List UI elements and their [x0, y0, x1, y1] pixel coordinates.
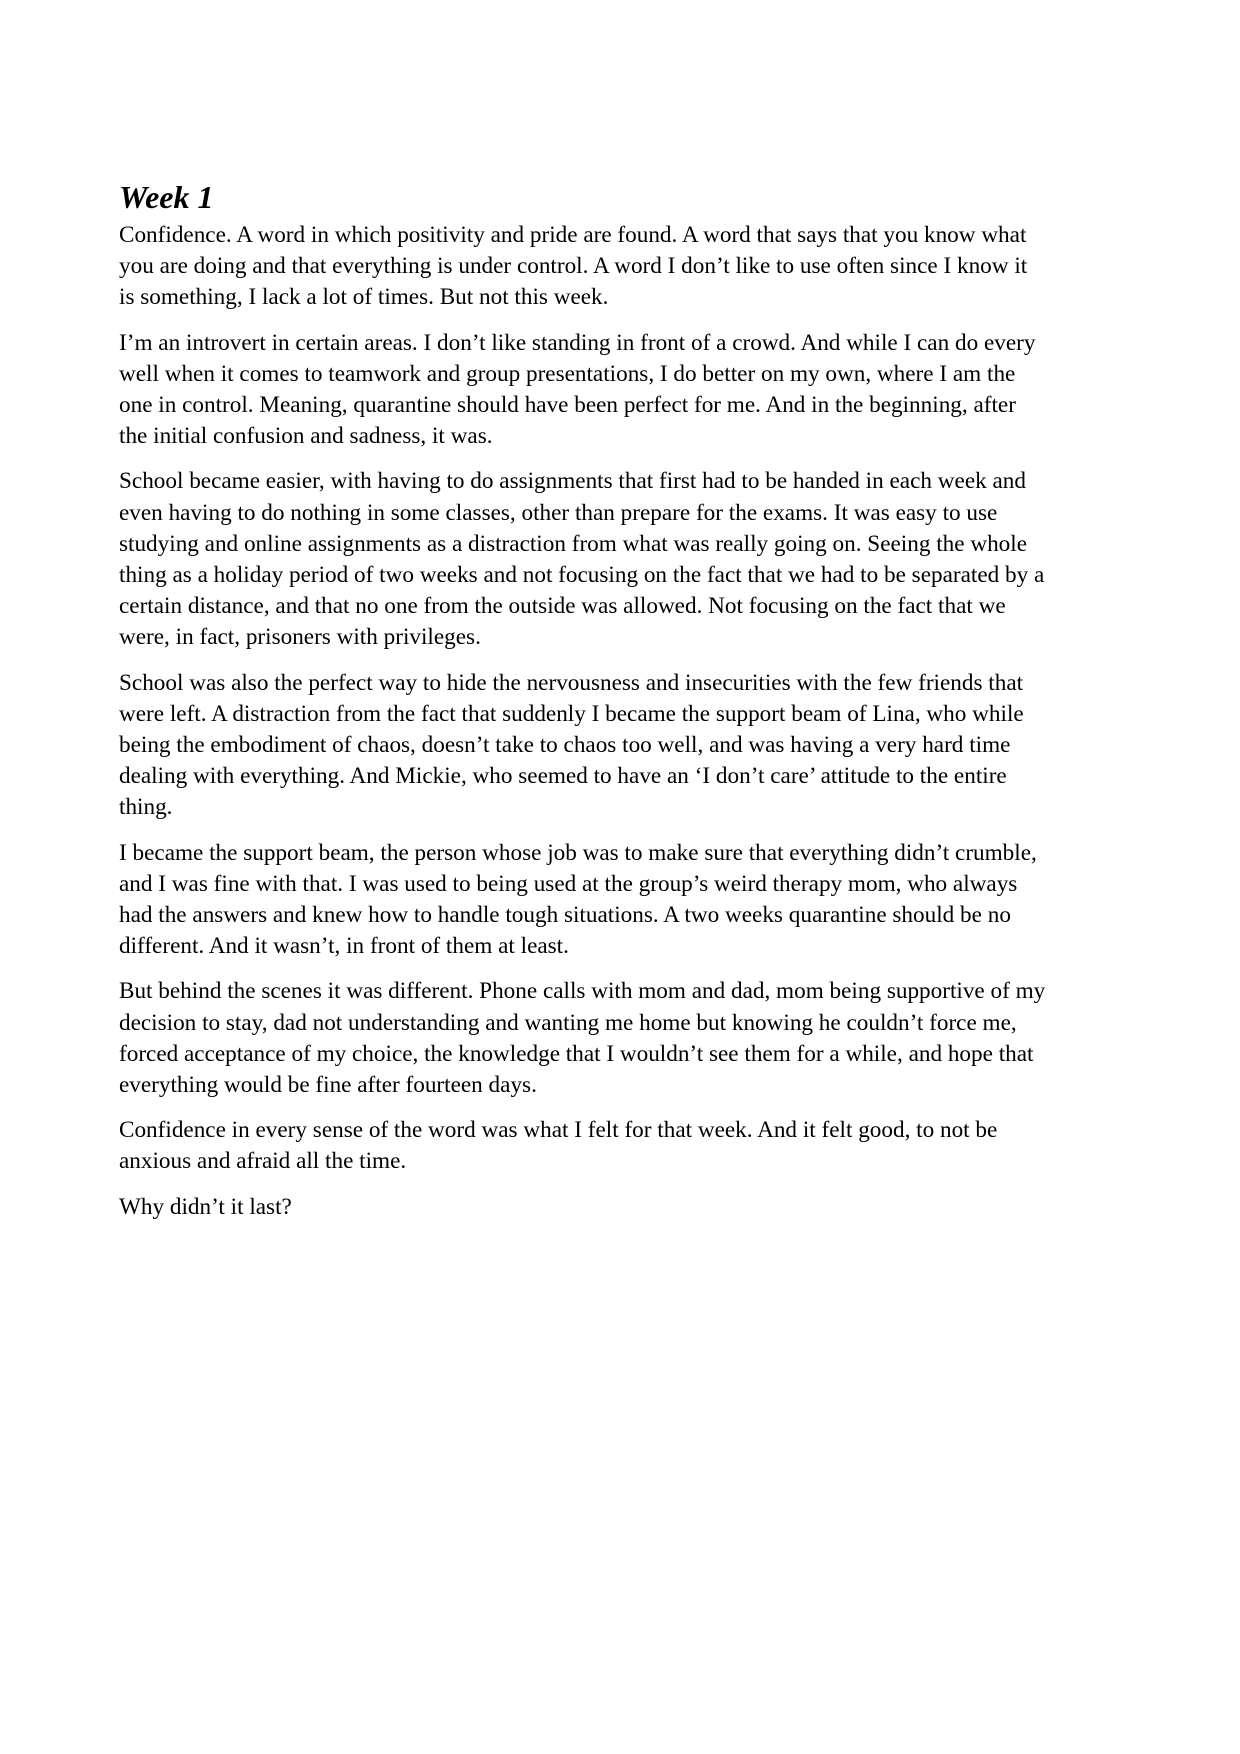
text-line: anxious and afraid all the time. — [119, 1148, 407, 1175]
paragraph — [119, 466, 1129, 653]
paragraph — [119, 976, 1129, 1101]
text-line: I became the support beam, the person whose job was to make sure that everything didn’t crumble, — [119, 839, 1037, 866]
text-line: even having to do nothing in some classes, other than prepare for the exams. It was easy to use — [119, 499, 998, 526]
paragraph — [119, 838, 1129, 963]
paragraph — [119, 668, 1129, 824]
text-line: School was also the perfect way to hide the nervousness and insecurities with the few friends that — [119, 669, 1024, 696]
document-body — [119, 176, 1129, 1237]
text-line: were left. A distraction from the fact that suddenly I became the support beam of Lina, who while — [119, 700, 1024, 727]
text-line: you are doing and that everything is under control. A word I don’t like to use often since I know it — [119, 253, 1028, 280]
text-line: the initial confusion and sadness, it was. — [119, 423, 493, 450]
text-line: certain distance, and that no one from the outside was allowed. Not focusing on the fact that we — [119, 593, 1006, 620]
text-line: dealing with everything. And Mickie, who seemed to have an ‘I don’t care’ attitude to the entire — [119, 763, 1007, 790]
paragraph — [119, 1192, 1129, 1223]
text-line: thing as a holiday period of two weeks and not focusing on the fact that we had to be separated by a — [119, 562, 1045, 589]
page-title: Week 1 — [119, 179, 214, 215]
text-line: Confidence in every sense of the word was what I felt for that week. And it felt good, to not be — [119, 1117, 998, 1144]
text-line: forced acceptance of my choice, the knowledge that I wouldn’t see them for a while, and hope that — [119, 1040, 1034, 1067]
text-line: I’m an introvert in certain areas. I don’t like standing in front of a crowd. And while I can do every — [119, 329, 1036, 356]
text-line: had the answers and knew how to handle tough situations. A two weeks quarantine should be no — [119, 902, 1011, 929]
text-line: being the embodiment of chaos, doesn’t take to chaos too well, and was having a very hard time — [119, 732, 1011, 759]
text-line: Why didn’t it last? — [119, 1193, 292, 1220]
text-line: But behind the scenes it was different. Phone calls with mom and dad, mom being supportive of my — [119, 978, 1046, 1005]
text-line: one in control. Meaning, quarantine should have been perfect for me. And in the beginning, after — [119, 392, 1016, 419]
text-line: decision to stay, dad not understanding and wanting me home but knowing he couldn’t force me, — [119, 1009, 1017, 1036]
text-line: well when it comes to teamwork and group presentations, I do better on my own, where I am the — [119, 360, 1016, 387]
text-line: School became easier, with having to do assignments that first had to be handed in each week and — [119, 468, 1026, 495]
paragraph — [119, 328, 1129, 453]
text-line: studying and online assignments as a distraction from what was really going on. Seeing the whole — [119, 530, 1028, 557]
text-line: is something, I lack a lot of times. But not this week. — [119, 284, 609, 311]
text-line: different. And it wasn’t, in front of them at least. — [119, 933, 569, 960]
text-line: Confidence. A word in which positivity and pride are found. A word that says that you know what — [119, 222, 1027, 248]
paragraph — [119, 220, 1129, 314]
text-line: everything would be fine after fourteen days. — [119, 1072, 537, 1099]
text-line: thing. — [119, 794, 173, 821]
text-line: and I was fine with that. I was used to being used at the group’s weird therapy mom, who always — [119, 870, 1018, 897]
paragraph — [119, 1115, 1129, 1177]
text-line: were, in fact, prisoners with privileges. — [119, 624, 481, 651]
